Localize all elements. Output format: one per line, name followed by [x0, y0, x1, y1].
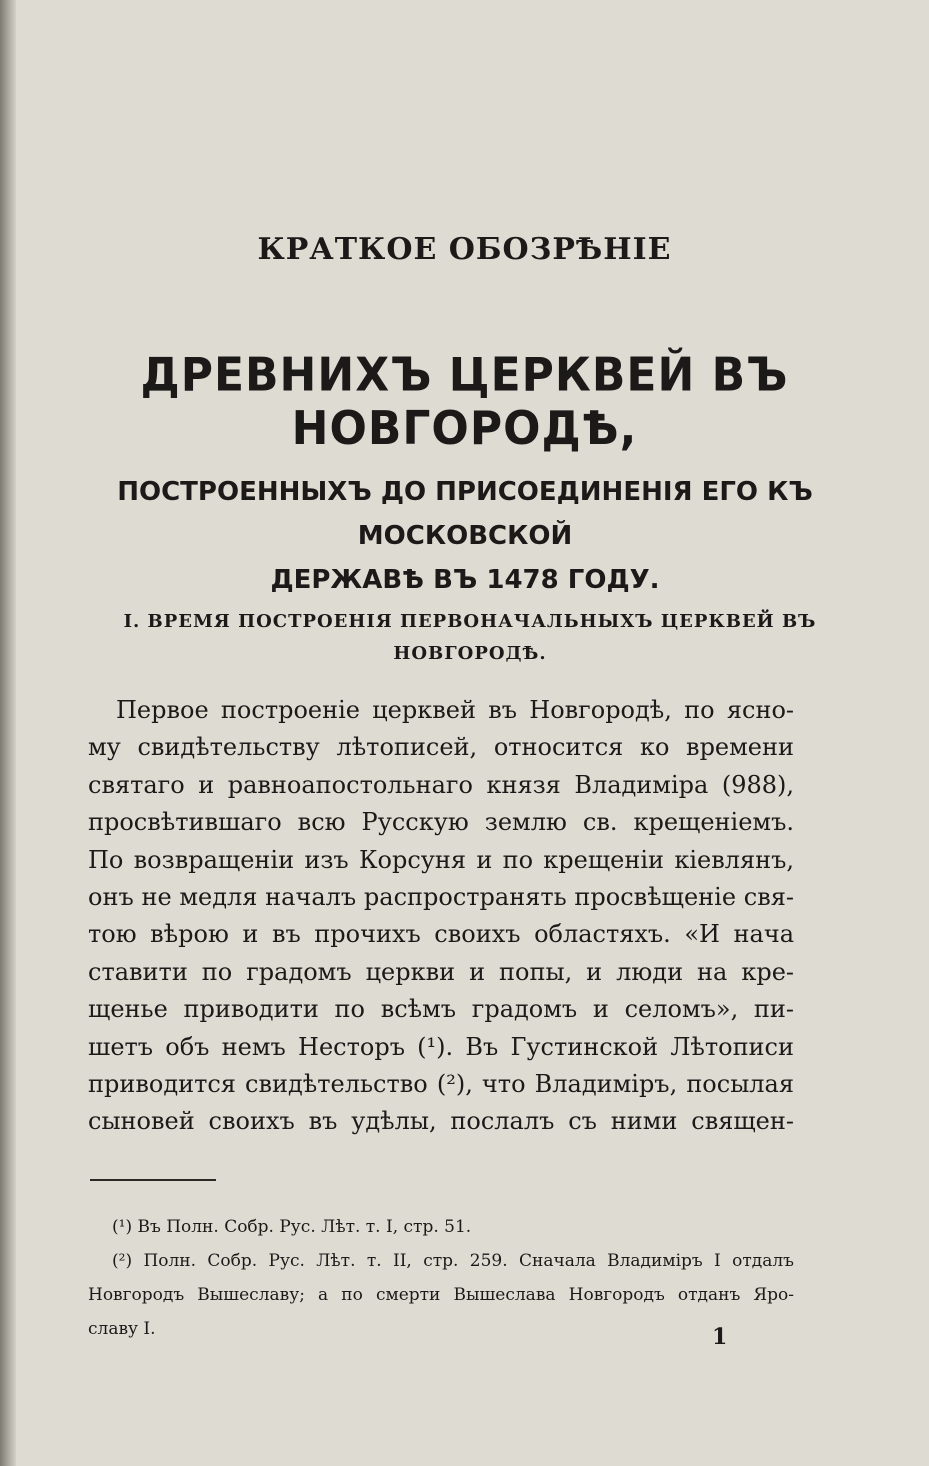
footnotes [88, 1210, 794, 1346]
subtitle-line: ДЕРЖАВѢ ВЪ 1478 ГОДУ. [270, 565, 660, 595]
title-line-2: ДРЕВНИХЪ ЦЕРКВЕЙ ВЪ НОВГОРОДѢ, [140, 348, 789, 456]
footnote: (¹) Въ Полн. Собр. Рус. Лѣт. т. I, стр. 51. [112, 1217, 472, 1237]
body-line: По возвращеніи изъ Корсуня и по крещеніи кіевлянъ, [88, 845, 794, 874]
section-heading-line: НОВГОРОДѢ. [393, 643, 547, 664]
footnote: славу I. [88, 1319, 156, 1339]
body-line: Первое построеніе церквей въ Новгородѣ, по ясно- [116, 696, 794, 724]
title-line-1: КРАТКОЕ ОБОЗРѢНІЕ [257, 232, 672, 267]
body-line: щенье приводити по всѣмъ градомъ и селомъ», пи- [88, 995, 794, 1024]
footnote: Новгородъ Вышеславу; а по смерти Вышеслава Новгородъ отданъ Яро- [88, 1285, 794, 1305]
body-line: просвѣтившаго всю Русскую землю св. крещеніемъ. [88, 808, 794, 837]
body-text [88, 692, 794, 1141]
footnote-divider [90, 1179, 216, 1181]
page-number: 1 [712, 1324, 728, 1350]
section-heading-line: I. ВРЕМЯ ПОСТРОЕНІЯ ПЕРВОНАЧАЛЬНЫХЪ ЦЕРКВЕЙ ВЪ [123, 611, 817, 632]
body-line: ставити по градомъ церкви и попы, и люди на кре- [88, 957, 794, 986]
footnote: (²) Полн. Собр. Рус. Лѣт. т. II, стр. 259. Сначала Владиміръ I отдалъ [112, 1251, 794, 1271]
subtitle-line: ПОСТРОЕННЫХЪ ДО ПРИСОЕДИНЕНІЯ ЕГО КЪ МОСКОВСКОЙ [117, 477, 813, 551]
body-line: святаго и равноапостольнаго князя Владиміра (988), [88, 770, 794, 799]
book-spine-edge [0, 0, 16, 1466]
body-line: му свидѣтельству лѣтописей, относится ко времени [88, 733, 794, 762]
body-line: тою вѣрою и въ прочихъ своихъ областяхъ. «И нача [88, 920, 794, 949]
body-line: шетъ объ немъ Несторъ (¹). Въ Густинской Лѣтописи [88, 1032, 794, 1061]
title-line-3 [70, 470, 860, 602]
body-line: онъ не медля началъ распространять просвѣщеніе свя- [88, 883, 794, 912]
section-heading [90, 606, 850, 670]
body-line: приводится свидѣтельство (²), что Владиміръ, посылая [88, 1070, 794, 1099]
body-line: сыновей своихъ въ удѣлы, послалъ съ ними священ- [88, 1107, 794, 1136]
